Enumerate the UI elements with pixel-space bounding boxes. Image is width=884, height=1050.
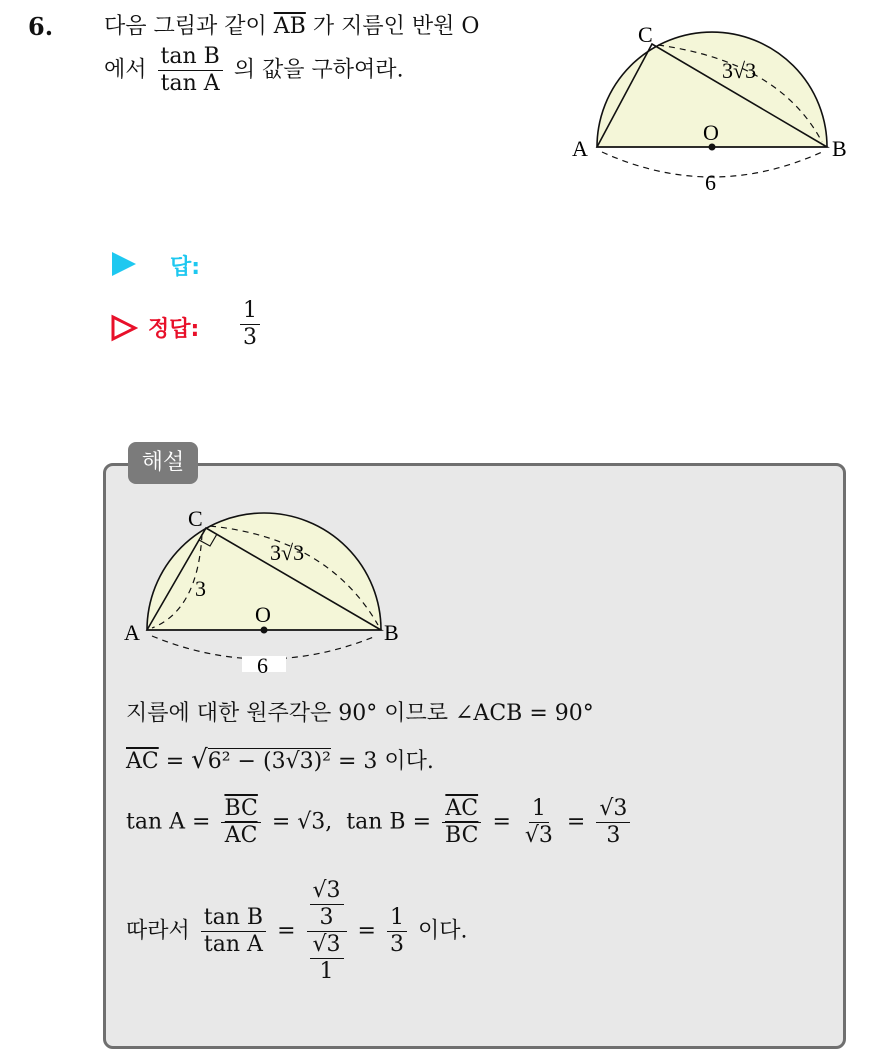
bc-length: 3√3 [722, 58, 757, 83]
exp-line3-ac: AC [224, 823, 258, 848]
exp-line3-frac1 [221, 796, 260, 849]
exp-ac-length: 3 [195, 576, 206, 601]
explanation-line-1 [126, 696, 594, 727]
question-line-2 [104, 44, 404, 97]
exp-line4-upper [307, 878, 347, 932]
exp-line3-eq: = [492, 809, 511, 835]
question-number: 6. [28, 12, 54, 41]
exp-line3-one: 1 [529, 796, 549, 823]
correct-label: 정답: [148, 317, 200, 342]
correct-answer [236, 298, 264, 351]
exp-center-point [261, 627, 268, 634]
exp-line4-eq: = [277, 918, 296, 944]
exp-line3-bc: $\overline{BC}$ [221, 796, 260, 823]
exp-label-o: O [255, 602, 271, 627]
correct-den: 3 [243, 325, 257, 350]
question-text-2: 가 지름인 반원 O [312, 14, 480, 39]
exp-line4-result [387, 905, 407, 958]
exp-label-a: A [124, 620, 140, 645]
segment-ab: $\overline{AB}$ [273, 14, 306, 39]
exp-line3-tanB: tan B = [346, 809, 432, 835]
exp-line4-suffix: 이다. [417, 918, 468, 944]
exp-line4-eq2: = [357, 918, 376, 944]
explanation-tab: 해설 [128, 442, 198, 484]
exp-line4-three: 3 [319, 905, 334, 930]
question-frac-den: tan A [160, 71, 220, 96]
exp-line3-tanA: tan A = [126, 809, 211, 835]
exp-line4-one: 1 [319, 959, 334, 984]
exp-line3-bc2: BC [445, 823, 479, 848]
exp-line3-eq2: = [566, 809, 586, 835]
exp-line3-sqrt3b: √3 [596, 796, 630, 823]
exp-label-b: B [384, 620, 399, 645]
exp-line4-sqrt3a: √3 [310, 878, 344, 905]
question-fraction [158, 44, 223, 97]
correct-num: 1 [240, 298, 260, 325]
exp-line4-frac1 [201, 905, 266, 958]
exp-line4-prefix: 따라서 [126, 918, 190, 944]
explanation-line-3 [126, 796, 634, 849]
sqrt-sign: √ [191, 745, 208, 775]
exp-line3-frac3 [522, 796, 556, 849]
semicircle-figure [560, 14, 860, 204]
question-frac-num: tan B [158, 44, 223, 71]
exp-line4-rnum: 1 [387, 905, 407, 932]
question-text-3: 에서 [104, 57, 147, 83]
exp-line1-text: 지름에 대한 원주각은 90° 이므로 [126, 701, 448, 726]
exp-line4-num: tan B [201, 905, 266, 932]
exp-line3-sqrt3: √3 [524, 823, 553, 848]
exp-line2-rest: = 3 이다. [337, 749, 434, 774]
exp-label-c: C [188, 506, 203, 531]
correct-fraction [240, 298, 260, 351]
exp-line4-rden: 3 [389, 932, 404, 957]
explanation-line-4 [126, 878, 467, 985]
label-o: O [703, 120, 719, 145]
correct-arrow-icon [110, 314, 138, 342]
exp-line4-sqrt3b: √3 [310, 932, 344, 959]
exp-ab-length: 6 [257, 653, 268, 678]
explanation-figure [118, 500, 418, 680]
exp-line3-ac2: $\overline{AC}$ [442, 796, 481, 823]
exp-line2-radicand: 6² − (3√3)² [207, 749, 331, 774]
exp-line3-val1: = √3, [271, 809, 333, 835]
exp-line4-lower [307, 932, 347, 985]
exp-line4-upper-frac [310, 878, 344, 931]
exp-line4-lower-frac [310, 932, 344, 985]
question-line-1 [104, 12, 479, 42]
exp-line3-frac2 [442, 796, 481, 849]
label-a: A [572, 136, 588, 161]
ab-length: 6 [705, 170, 716, 195]
exp-line4-den: tan A [203, 932, 263, 957]
exp-bc-length: 3√3 [270, 540, 305, 565]
exp-line1-math: ∠ACB = 90° [455, 701, 594, 726]
label-b: B [832, 136, 847, 161]
explanation-line-2 [126, 744, 434, 775]
exp-line2-seg: $\overline{AC}$ [126, 749, 159, 774]
exp-line3-frac4 [596, 796, 630, 849]
question-text-1: 다음 그림과 같이 [104, 14, 267, 39]
answer-arrow-icon [112, 252, 136, 276]
exp-line3-three: 3 [606, 823, 621, 848]
exp-line4-compound-frac [307, 878, 347, 985]
question-text-4: 의 값을 구하여라. [233, 57, 404, 83]
answer-label: 답: [170, 255, 201, 280]
label-c: C [638, 22, 653, 47]
exp-line2-eq: = [165, 749, 185, 774]
